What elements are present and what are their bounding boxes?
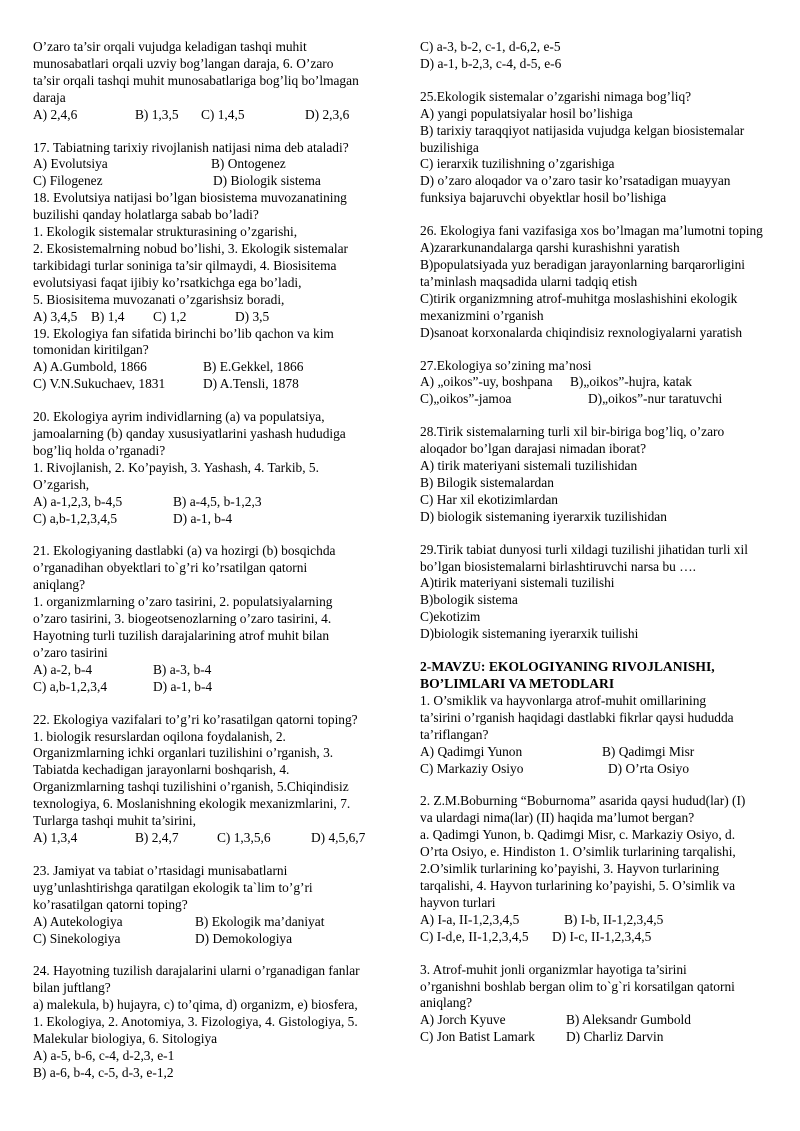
question-text-line: bilan juftlang? — [33, 980, 111, 996]
option-d: D) A.Tensli, 1878 — [203, 376, 299, 392]
question-text-line: va ulardagi nima(lar) (II) haqida ma’lumot bergan? — [420, 810, 695, 826]
option-c: C) Markaziy Osiyo — [420, 760, 524, 776]
question-28 — [420, 424, 796, 525]
question-text-line: 21. Ekologiyaning dastlabki (a) va hozirgi (b) bosqichda — [33, 543, 336, 559]
question-text-line: jamoalarning (b) qanday xususiyatlarini yashash hududiga — [33, 426, 346, 442]
option-b: B) E.Gekkel, 1866 — [203, 359, 304, 375]
option-a: A) Qadimgi Yunon — [420, 743, 523, 759]
question-17 — [33, 140, 395, 191]
answer-options — [420, 1012, 796, 1029]
option-d: D)biologik sistemaning iyerarxik tuilishi — [420, 626, 639, 642]
topic-title-line-1: 2-MAVZU: EKOLOGIYANING RIVOJLANISHI, — [420, 659, 715, 675]
question-text-line: Tabiatda kechadigan jarayonlarni boshqarish, 4. — [33, 762, 290, 778]
question-16-tail — [33, 39, 395, 124]
option-d: D) a-1, b-2,3, c-4, d-5, e-6 — [420, 55, 562, 71]
option-c: C) a,b-1,2,3,4 — [33, 678, 108, 694]
question-text-line: 2. Z.M.Boburning “Boburnoma” asarida qaysi hudud(lar) (I) — [420, 793, 746, 809]
question-text-line: 1. Ekologik sistemalar strukturasining o’zgarishi, — [33, 224, 298, 240]
answer-options — [420, 761, 796, 778]
option-b-cont: ta’minlash maqsadida ularni tadqiq etish — [420, 273, 638, 289]
question-text-line: 1. Ekologiya, 2. Anotomiya, 3. Fizologiya, 4. Gistologiya, 5. — [33, 1014, 358, 1030]
question-20 — [33, 409, 395, 527]
question-stem: 25.Ekologik sistemalar o’zgarishi nimaga bog’liq? — [420, 88, 692, 104]
answer-options — [33, 107, 395, 124]
option-a: A)tirik materiyani sistemali tuzilishi — [420, 575, 615, 591]
option-a: A) Evolutsiya — [33, 156, 108, 172]
option-a: A) a-1,2,3, b-4,5 — [33, 493, 123, 509]
question-23 — [33, 863, 395, 948]
answer-options — [33, 830, 395, 847]
question-text-line: 22. Ekologiya vazifalari to’g’ri ko’rasatilgan qatorni toping? — [33, 711, 358, 727]
question-text-line: uyg’unlashtirishga qaratilgan ekologik ta`lim to’g’ri — [33, 879, 313, 895]
option-d: D)„oikos”-nur taratuvchi — [588, 391, 723, 407]
topic-question-3 — [420, 962, 796, 1047]
answer-options — [33, 156, 395, 173]
question-text-line: o’zaro tasirini — [33, 644, 108, 660]
question-text-line: hayvon turlari — [420, 894, 496, 910]
question-text-line: a. Qadimgi Yunon, b. Qadimgi Misr, c. Markaziy Osiyo, d. — [420, 827, 736, 843]
question-stem-cont: bo’lgan biosistemalarni birlashtiruvchi narsa bu …. — [420, 558, 696, 574]
option-a: A) 2,4,6 — [33, 106, 78, 122]
question-stem: 26. Ekologiya fani vazifasiga xos bo’lmagan ma’lumotni toping — [420, 223, 763, 239]
topic-question-2 — [420, 793, 796, 945]
option-b: B) Bilogik sistemalardan — [420, 474, 554, 490]
option-c: C) 1,4,5 — [201, 106, 245, 122]
option-d-cont: funksiya bajaruvchi obyektlar hosil bo’lishiga — [420, 190, 667, 206]
option-c: C) a-3, b-2, c-1, d-6,2, e-5 — [420, 39, 561, 54]
option-b: B) a-3, b-4 — [153, 661, 212, 677]
question-text-line: 5. Biosisitema muvozanati o’zgarishsiz boradi, — [33, 291, 285, 307]
option-c: C) 1,3,5,6 — [217, 829, 271, 845]
question-text-line: Organizmlarning ichki organlari tuzilishini o’rganish, 3. — [33, 745, 334, 761]
answer-options — [33, 173, 395, 190]
option-b-cont: buzilishiga — [420, 139, 479, 155]
option-a: A) „oikos”-uy, boshpana — [420, 374, 553, 390]
option-a: A) a-2, b-4 — [33, 661, 93, 677]
question-text-line: O’zgarish, — [33, 476, 90, 492]
question-text-line: tomonidan kiritilgan? — [33, 342, 149, 358]
question-text-line: Malekular biologiya, 6. Sitologiya — [33, 1031, 218, 1047]
option-a: A) Jorch Kyuve — [420, 1012, 506, 1028]
question-text-line: 2. Ekosistemalrning nobud bo’lishi, 3. Ekologik sistemalar — [33, 240, 349, 256]
question-stem: 29.Tirik tabiat dunyosi turli xildagi tuzilishi jihatidan turli xil — [420, 541, 748, 557]
question-text-line: o’rganishni boshlab bergan olim to`g`ri korsatilgan qatorni — [420, 978, 735, 994]
left-column — [33, 39, 395, 1098]
question-text-line: 18. Evolutsiya natijasi bo’lgan biosistema muvozanatining — [33, 190, 347, 206]
option-b: B) 1,3,5 — [135, 106, 179, 122]
question-text-line: ta’riflangan? — [420, 726, 489, 742]
question-text-line: 20. Ekologiya ayrim individlarning (a) va populatsiya, — [33, 409, 325, 425]
option-c: C) a,b-1,2,3,4,5 — [33, 510, 118, 526]
topic-heading — [420, 659, 796, 693]
option-b: B) Ontogenez — [211, 156, 286, 172]
option-a: A) Autekologiya — [33, 913, 123, 929]
option-c: C) Filogenez — [33, 173, 103, 189]
question-text-line: 24. Hayotning tuzilish darajalarini ularni o’rganadigan fanlar — [33, 963, 360, 979]
option-d: D)sanoat korxonalarda chiqindisiz rexnologiyalarni yaratish — [420, 324, 743, 340]
question-text-line: ko’rasatilgan qatorni toping? — [33, 896, 188, 912]
question-text-line: 1. organizmlarning o’zaro tasirini, 2. populatsiyalarning — [33, 594, 333, 610]
question-text-line: Hayotning turli tuzilish darajalarining atrof muhit bilan — [33, 628, 330, 643]
option-c: C) V.N.Sukuchaev, 1831 — [33, 376, 166, 392]
option-b: B)„oikos”-hujra, katak — [570, 374, 692, 390]
option-d: D) o’zaro aloqador va o’zaro tasir ko’rsatadigan muayyan — [420, 173, 731, 189]
question-text-line: Organizmlarning tashqi tuzilishini o’rganish, 5.Chiqindisiz — [33, 779, 349, 795]
option-c: C) ierarxik tuzilishning o’zgarishiga — [420, 156, 615, 172]
answer-options — [420, 929, 796, 946]
question-21 — [33, 543, 395, 695]
answer-options — [420, 744, 796, 761]
option-d: D) I-c, II-1,2,3,4,5 — [552, 928, 652, 944]
option-b: B) a-4,5, b-1,2,3 — [173, 493, 262, 509]
answer-options — [33, 309, 395, 326]
question-text-line: O’zaro ta’sir orqali vujudga keladigan tashqi muhit — [33, 39, 307, 54]
topic-question-1 — [420, 693, 796, 778]
option-d: D) 2,3,6 — [305, 106, 350, 122]
question-text-line: 1. Rivojlanish, 2. Ko’payish, 3. Yashash, 4. Tarkib, 5. — [33, 459, 319, 475]
question-stem: 27.Ekologiya so’zining ma’nosi — [420, 357, 592, 373]
question-text-line: a) malekula, b) hujayra, c) to’qima, d) organizm, e) biosfera, — [33, 997, 358, 1013]
question-text-line: O’rta Osiyo, e. Hindiston 1. O’simlik turlarining tarqalishi, — [420, 844, 736, 860]
option-d: D) O’rta Osiyo — [608, 760, 690, 776]
option-c-cont: mexanizmini o’rganish — [420, 307, 544, 323]
option-d: D) biologik sistemaning iyerarxik tuzilishidan — [420, 508, 667, 524]
question-text-line: aniqlang? — [33, 577, 86, 593]
question-text-line: tarqalishi, 4. Hayvon turlarining ko’payishi, 5. O’simlik va — [420, 877, 736, 893]
answer-options — [33, 931, 395, 948]
question-text-line: daraja — [33, 89, 66, 105]
option-a: A) yangi populatsiyalar hosil bo’lishiga — [420, 105, 633, 121]
question-text-line: o’rganadihan obyektlari to`g’ri ko’rsatilgan qatorni — [33, 560, 308, 576]
question-text-line: bog’liq holda o’rganadi? — [33, 442, 166, 458]
question-26 — [420, 223, 796, 341]
option-a: A) 1,3,4 — [33, 829, 78, 845]
option-b: B) Ekologik ma’daniyat — [195, 913, 325, 929]
right-column — [420, 39, 796, 1062]
question-25 — [420, 89, 796, 207]
option-d: D) a-1, b-4 — [153, 678, 213, 694]
question-text-line: tarkibidagi turlar soniniga ta’sir qilmaydi, 4. Biosisitema — [33, 257, 337, 273]
answer-options — [33, 679, 395, 696]
option-a: A) tirik materiyani sistemali tuzilishidan — [420, 458, 638, 474]
answer-options — [33, 511, 395, 528]
option-c: C) I-d,e, II-1,2,3,4,5 — [420, 928, 529, 944]
question-24-tail — [420, 39, 796, 73]
option-c: C)ekotizim — [420, 609, 481, 625]
option-c: C)„oikos”-jamoa — [420, 391, 512, 407]
option-c: C) Sinekologiya — [33, 930, 121, 946]
option-d: D) 3,5 — [235, 308, 270, 324]
option-b: B) Qadimgi Misr — [602, 743, 695, 759]
option-a: A) 3,4,5 — [33, 308, 78, 324]
answer-options — [33, 914, 395, 931]
question-text-line: 2.O’simlik turlarining ko’payishi, 3. Hayvon turlarining — [420, 861, 720, 877]
answer-options — [33, 494, 395, 511]
answer-options — [33, 359, 395, 376]
option-b: B) 1,4 — [91, 308, 125, 324]
question-22 — [33, 712, 395, 847]
question-18 — [33, 190, 395, 325]
option-a: A)zararkunandalarga qarshi kurashishni yaratish — [420, 240, 680, 256]
option-d: D) 4,5,6,7 — [311, 829, 366, 845]
option-c: C) Jon Batist Lamark — [420, 1029, 535, 1045]
question-27 — [420, 358, 796, 409]
question-19 — [33, 326, 395, 394]
option-a: A) A.Gumbold, 1866 — [33, 359, 147, 375]
question-text-line: 19. Ekologiya fan sifatida birinchi bo’lib qachon va kim — [33, 325, 334, 341]
answer-options — [420, 391, 796, 408]
option-c: C)tirik organizmning atrof-muhitga moslashishini ekologik — [420, 290, 738, 306]
question-text-line: ta’sirini o’rganish haqidagi dastlabki fikrlar qaysi hududda — [420, 709, 734, 725]
question-29 — [420, 542, 796, 643]
question-text-line: ta’sir orqali tashqi muhit munosabatlariga bog’liq bo’lmagan — [33, 72, 359, 88]
question-text-line: texnologiya, 6. Moslanishning ekologik mexanizmlarini, 7. — [33, 796, 351, 812]
option-c: C) 1,2 — [153, 308, 187, 324]
option-b: B) Aleksandr Gumbold — [566, 1012, 691, 1028]
option-a: A) I-a, II-1,2,3,4,5 — [420, 911, 520, 927]
question-stem: 28.Tirik sistemalarning turli xil bir-biriga bog’liq, o’zaro — [420, 424, 725, 440]
option-b: B) a-6, b-4, c-5, d-3, e-1,2 — [33, 1064, 174, 1080]
question-text-line: o’zaro tasirini, 3. biogeotsenozlarning o’zaro tasirini, 4. — [33, 611, 332, 627]
option-d: D) Demokologiya — [195, 930, 293, 946]
answer-options — [420, 912, 796, 929]
option-a: A) a-5, b-6, c-4, d-2,3, e-1 — [33, 1047, 175, 1063]
question-text-line: 3. Atrof-muhit jonli organizmlar hayotiga ta’sirini — [420, 961, 687, 977]
answer-options — [420, 1029, 796, 1046]
question-text-line: Turlarga tashqi muhit ta’sirini, — [33, 813, 196, 829]
question-text-line: evolutsiyasi faqat ijibiy ko’rsatkichga ega bo’ladi, — [33, 274, 302, 290]
answer-options — [33, 662, 395, 679]
option-b: B)populatsiyada yuz beradigan jarayonlarning barqarorligini — [420, 256, 745, 272]
option-b: B)bologik sistema — [420, 592, 518, 608]
option-b: B) tarixiy taraqqiyot natijasida vujudga kelgan biosistemalar — [420, 122, 745, 138]
answer-options — [420, 374, 796, 391]
option-d: D) Charliz Darvin — [566, 1029, 664, 1045]
answer-options — [33, 376, 395, 393]
question-stem: 17. Tabiatning tarixiy rivojlanish natijasi nima deb ataladi? — [33, 139, 349, 155]
question-text-line: aniqlang? — [420, 995, 473, 1011]
option-c: C) Har xil ekotizimlardan — [420, 491, 558, 507]
option-b: B) I-b, II-1,2,3,4,5 — [564, 911, 664, 927]
question-text-line: buzilishi qanday holatlarga sabab bo’ladi? — [33, 207, 259, 223]
question-text-line: 23. Jamiyat va tabiat o’rtasidagi munisabatlarni — [33, 862, 288, 878]
question-stem-cont: aloqador bo’lgan darajasi nimadan iborat? — [420, 441, 647, 457]
option-d: D) a-1, b-4 — [173, 510, 233, 526]
question-24 — [33, 963, 395, 1081]
question-text-line: 1. biologik resurslardan oqilona foydalanish, 2. — [33, 728, 286, 744]
topic-title-line-2: BO’LIMLARI VA METODLARI — [420, 676, 615, 691]
option-b: B) 2,4,7 — [135, 829, 179, 845]
question-text-line: 1. O’smiklik va hayvonlarga atrof-muhit omillarining — [420, 692, 707, 708]
option-d: D) Biologik sistema — [213, 173, 321, 189]
question-text-line: munosabatlari orqali uzviy bog’langan daraja, 6. O’zaro — [33, 55, 334, 71]
